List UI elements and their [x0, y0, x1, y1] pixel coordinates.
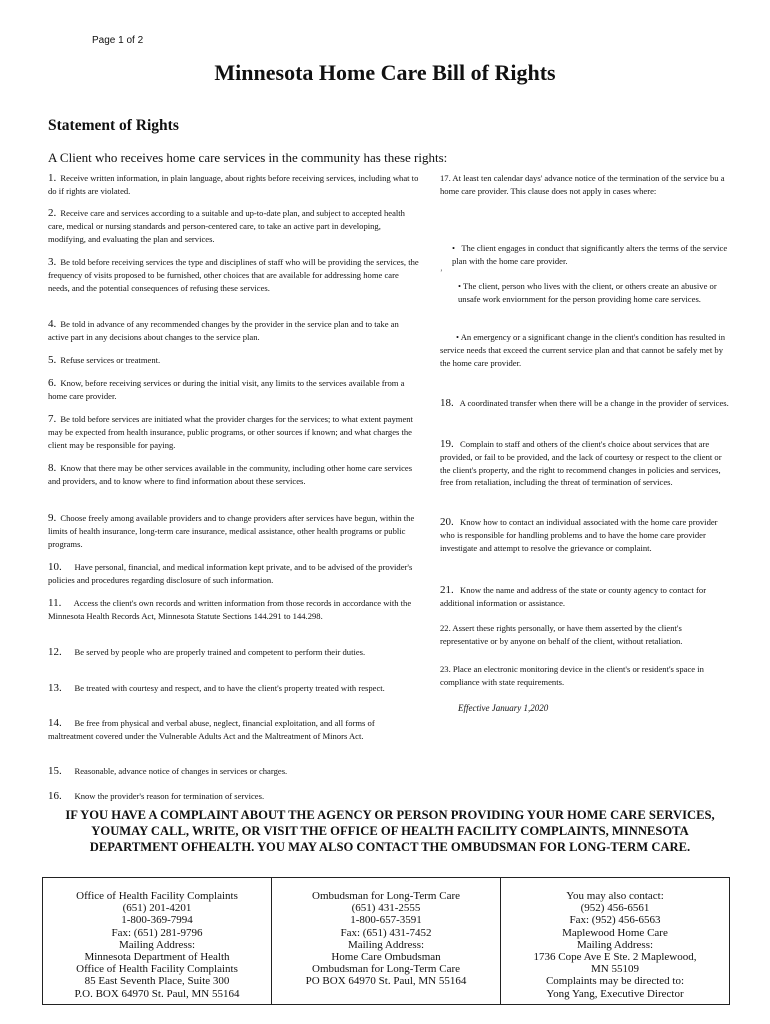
bullet-item: • The client, person who lives with the client, or others create an abusive or unsafe work enviornment for the person providing home care services. [458, 281, 717, 304]
right-item-16: 16. Know the provider's reason for termination of services. [48, 790, 265, 802]
intro-text: A Client who receives home care services in the community has these rights: [48, 150, 448, 165]
right-item-23: 23. Place an electronic monitoring device in the client's or resident's space in compliance with state requirements. [440, 664, 704, 687]
right-item-17: 17. At least ten calendar days' advance notice of the termination of the service bu a home care provider. This clause does not apply in cases where: [440, 173, 725, 196]
right-item-12: 12. Be served by people who are properly trained and competent to perform their duties. [48, 646, 366, 658]
right-item-21: 21. Know the name and address of the state or county agency to contact for additional information or assistance. [440, 584, 707, 608]
right-item-7: 7. Be told before services are initiated what the provider charges for the services; to what extent payment may be expected from health insurance, public programs, or other sources if known; and what charges the client may be responsible for paying. [48, 413, 413, 450]
contact-table [42, 877, 730, 1005]
right-item-14: 14. Be free from physical and verbal abuse, neglect, financial exploitation, and all forms of maltreatment covered under the Vulnerable Adults Act and the Maltreatment of Minors Act. [48, 717, 375, 741]
right-item-8: 8. Know that there may be other services available in the community, including other home care services and providers, and to know where to find information about these services. [48, 462, 413, 486]
stray-mark: ’ [440, 268, 443, 277]
right-item-20: 20. Know how to contact an individual associated with the home care provider who is responsible for handling problems and to have the home care provider investigate and attempt to resolve the grievance or complaint. [440, 516, 718, 553]
page-number: Page 1 of 2 [92, 35, 144, 46]
right-item-15: 15. Reasonable, advance notice of changes in services or charges. [48, 765, 288, 777]
effective-date: Effective January 1,2020 [458, 703, 549, 713]
right-item-3: 3. Be told before receiving services the type and disciplines of staff who will be providing the services, the frequency of visits proposed to be furnished, other choices that are available for addressing home care needs, and the potential consequences of refusing these services. [48, 256, 419, 293]
right-item-18: 18. A coordinated transfer when there will be a change in the provider of services. [440, 397, 729, 409]
bullet-item: • The client engages in conduct that significantly alters the terms of the service plan with the home care provider. [452, 243, 728, 266]
right-item-22: 22. Assert these rights personally, or have them asserted by the client's representative or by anyone on behalf of the client, without retaliation. [440, 623, 683, 646]
contact-ombudsman: Ombudsman for Long-Term Care (651) 431-2555 1-800-657-3591 Fax: (651) 431-7452 Mailing Address: Home Care Ombudsman Ombudsman for Long-Term Care PO BOX 64970 St. Paul, MN 55164 [271, 878, 500, 1004]
right-item-13: 13. Be treated with courtesy and respect, and to have the client's property treated with respect. [48, 682, 385, 694]
right-item-11: 11. Access the client's own records and written information from those records in accordance with the Minnesota Health Records Act, Minnesota Statute Sections 144.291 to 144.298. [48, 597, 412, 621]
bullet-item: • An emergency or a significant change in the client's condition has resulted in service needs that exceed the current service plan and that cannot be safely met by the home care provider. [440, 332, 726, 368]
right-item-6: 6. Know, before receiving services or during the initial visit, any limits to the services available from a home care provider. [48, 377, 405, 401]
page-title: Minnesota Home Care Bill of Rights [214, 60, 556, 85]
right-item-5: 5. Refuse services or treatment. [48, 354, 161, 366]
contact-ohfc: Office of Health Facility Complaints (651) 201-4201 1-800-369-7994 Fax: (651) 281-9796 Mailing Address: Minnesota Department of Health Office of Health Facility Complaints 85 East Seventh Place, Suite 300 P.O. BOX 64970 St. Paul, MN 55164 [74, 890, 240, 1000]
contact-maplewood: You may also contact: (952) 456-6561 Fax: (952) 456-6563 Maplewood Home Care Mailing Address: 1736 Cope Ave E Ste. 2 Maplewood, MN 55109 Complaints may be directed to: Yong Yang, Executive Director [500, 878, 729, 1004]
right-item-10: 10. Have personal, financial, and medical information kept private, and to be advised of the provider's policies and procedures regarding disclosure of such information. [48, 561, 413, 585]
section-heading: Statement of Rights [48, 117, 179, 134]
right-item-2: 2. Receive care and services according to a suitable and up-to-date plan, and subject to accepted health care, medical or nursing standards and person-centered care, to take an active part in developing, modifying, and evaluating the plan and services. [48, 207, 405, 244]
right-item-9: 9. Choose freely among available providers and to change providers after services have begun, within the limits of health insurance, long-term care insurance, medical assistance, other health programs or public programs. [48, 512, 415, 549]
right-item-4: 4. Be told in advance of any recommended changes by the provider in the service plan and to take an active part in any decisions about changes to the service plan. [48, 318, 399, 342]
right-item-1: 1. Receive written information, in plain language, about rights before receiving services, including what to do if rights are violated. [48, 172, 419, 196]
complaint-notice: IF YOU HAVE A COMPLAINT ABOUT THE AGENCY OR PERSON PROVIDING YOUR HOME CARE SERVICES, YOUMAY CALL, WRITE, OR VISIT THE OFFICE OF HEALTH FACILITY COMPLAINTS, MINNESOTA DEPARTMENT OFHEALTH. YOU MAY ALSO CONTACT THE OMBUDSMAN FOR LONG-TERM CARE. [65, 808, 715, 854]
right-item-19: 19. Complain to staff and others of the client's choice about services that are provided, or fail to be provided, and the lack of courtesy or respect to the client or the client's property, and the right to recommend changes in policies and services, free from retaliation, including the threat of termination of services. [440, 438, 722, 488]
